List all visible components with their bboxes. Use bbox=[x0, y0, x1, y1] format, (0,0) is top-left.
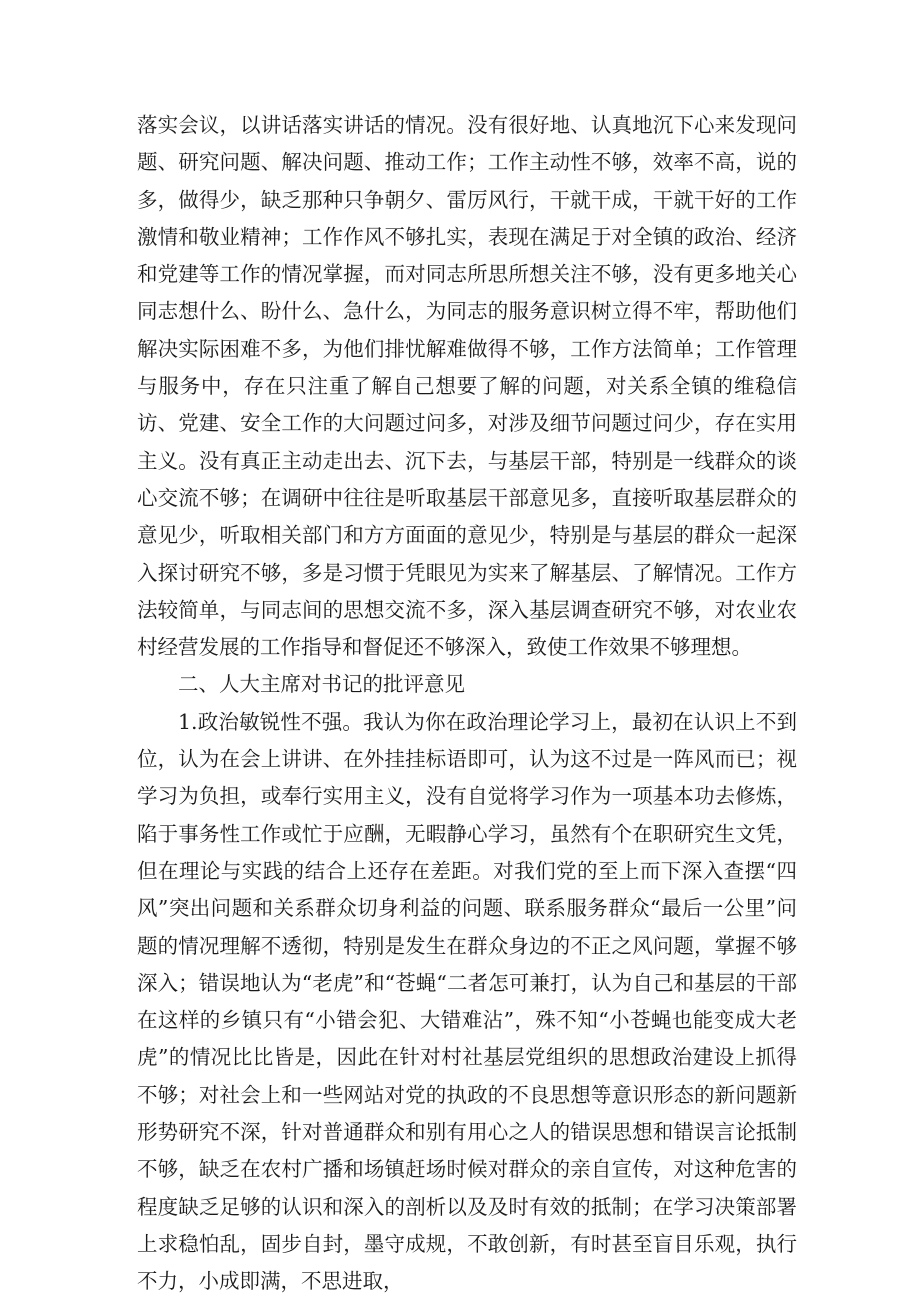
section-heading: 二、人大主席对书记的批评意见 bbox=[178, 672, 465, 697]
document-body bbox=[137, 107, 797, 1301]
body-paragraph: 1.政治敏锐性不强。我认为你在政治理论学习上，最初在认识上不到位，认为在会上讲讲、在外挂挂标语即可，认为这不过是一阵风而已；视学习为负担，或奉行实用主义，没有自觉将学习作为一项基本功去修炼，陷于事务性工作或忙于应酬，无暇静心学习，虽然有个在职研究生文凭，但在理论与实践的结合上还存在差距。对我们党的至上而下深入查摆“四风”突出问题和关系群众切身利益的问题、联系服务群众“最后一公里”问题的情况理解不透彻，特别是发生在群众身边的不正之风问题，掌握不够深入；错误地认为“老虎”和“苍蝇“二者怎可兼打，认为自己和基层的干部在这样的乡镇只有“小错会犯、大错难沾”，殊不知“小苍蝇也能变成大老虎”的情况比比皆是，因此在针对村社基层党组织的思想政治建设上抓得不够；对社会上和一些网站对党的执政的不良思想等意识形态的新问题新形势研究不深，针对普通群众和别有用心之人的错误思想和错误言论抵制不够，缺乏在农村广播和场镇赶场时候对群众的亲自宣传，对这种危害的程度缺乏足够的认识和深入的剖析以及及时有效的抵制；在学习决策部署上求稳怕乱，固步自封，墨守成规，不敢创新，有时甚至盲目乐观，执行不力，小成即满，不思进取， bbox=[137, 709, 797, 1294]
body-paragraph: 落实会议，以讲话落实讲话的情况。没有很好地、认真地沉下心来发现问题、研究问题、解决问题、推动工作；工作主动性不够，效率不高，说的多，做得少，缺乏那种只争朝夕、雷厉风行，干就干成，干就干好的工作激情和敬业精神；工作作风不够扎实，表现在满足于对全镇的政治、经济和党建等工作的情况掌握，而对同志所思所想关注不够，没有更多地关心同志想什么、盼什么、急什么，为同志的服务意识树立得不牢，帮助他们解决实际困难不多，为他们排忧解难做得不够，工作方法简单；工作管理与服务中，存在只注重了解自己想要了解的问题，对关系全镇的维稳信访、党建、安全工作的大问题过问多，对涉及细节问题过问少，存在实用主义。没有真正主动走出去、沉下去，与基层干部，特别是一线群众的谈心交流不够；在调研中往往是听取基层干部意见多，直接听取基层群众的意见少，听取相关部门和方方面面的意见少，特别是与基层的群众一起深入探讨研究不够，多是习惯于凭眼见为实来了解基层、了解情况。工作方法较简单，与同志间的思想交流不多，深入基层调查研究不够，对农业农村经营发展的工作指导和督促还不够深入，致使工作效果不够理想。 bbox=[137, 113, 797, 660]
